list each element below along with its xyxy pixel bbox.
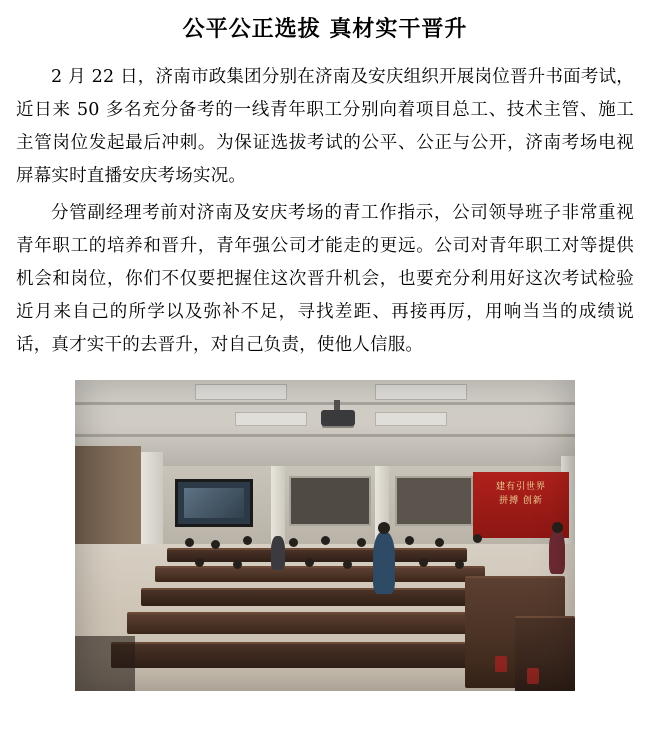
standing-person-head — [552, 522, 563, 533]
chair — [527, 668, 539, 684]
ceiling-light-panel — [375, 412, 447, 426]
seated-person — [211, 540, 220, 549]
seated-person — [473, 534, 482, 543]
document-page — [0, 14, 650, 750]
window-blind — [289, 476, 371, 526]
paragraph-1: 2 月 22 日，济南市政集团分别在济南及安庆组织开展岗位晋升书面考试，近日来 50 多名充分备考的一线青年职工分别向着项目总工、技术主管、施工主管岗位发起最后冲刺。为保证选拔考试的公平、公正与公开，济南考场电视屏幕实时直播安庆考场实况。 — [16, 66, 634, 186]
ceiling-beam — [75, 434, 575, 437]
seated-person — [195, 558, 204, 567]
banner-line-2: 拼搏 创新 — [499, 495, 543, 506]
standing-person-head — [378, 522, 390, 534]
chair — [495, 656, 507, 672]
page-title: 公平公正选拔 真材实干晋升 — [182, 16, 468, 42]
side-desk-block — [515, 616, 575, 691]
seated-person — [243, 536, 252, 545]
paragraph-2: 分管副经理考前对济南及安庆考场的青工作指示，公司领导班子非常重视青年职工的培养和晋升，青年强公司才能走的更远。公司对青年职工对等提供机会和岗位，你们不仅要把握住这次晋升机会，也要充分利用好这次考试检验近月来自己的所学以及弥补不足，寻找差距、再接再厉，用响当当的成绩说话，真才实干的去晋升，对自己负责，使他人信服。 — [16, 202, 634, 355]
standing-person-left — [271, 536, 285, 570]
wall-display-screen — [175, 479, 253, 527]
ceiling-light-panel — [235, 412, 307, 426]
desk-row — [127, 612, 517, 634]
standing-person-right — [549, 530, 565, 574]
ceiling-light-panel — [195, 384, 287, 400]
banner-line-1: 建有引世界 — [495, 481, 546, 492]
ceiling-beam — [75, 402, 575, 405]
article-body — [0, 61, 650, 362]
ceiling-light-panel — [375, 384, 467, 400]
seated-person — [185, 538, 194, 547]
seated-person — [305, 558, 314, 567]
seated-person — [405, 536, 414, 545]
seated-person — [357, 538, 366, 547]
desk-row — [155, 566, 485, 582]
seated-person — [233, 560, 242, 569]
desk-row — [141, 588, 501, 606]
seated-person — [455, 560, 464, 569]
foreground-shadow — [75, 636, 135, 691]
standing-person-center — [373, 532, 395, 594]
seated-person — [435, 538, 444, 547]
conference-room-photo — [75, 380, 575, 691]
seated-person — [419, 558, 428, 567]
photo-container — [0, 380, 650, 691]
seated-person — [343, 560, 352, 569]
window-blind — [395, 476, 473, 526]
seated-person — [321, 536, 330, 545]
ceiling-projector — [321, 410, 355, 426]
seated-person — [289, 538, 298, 547]
